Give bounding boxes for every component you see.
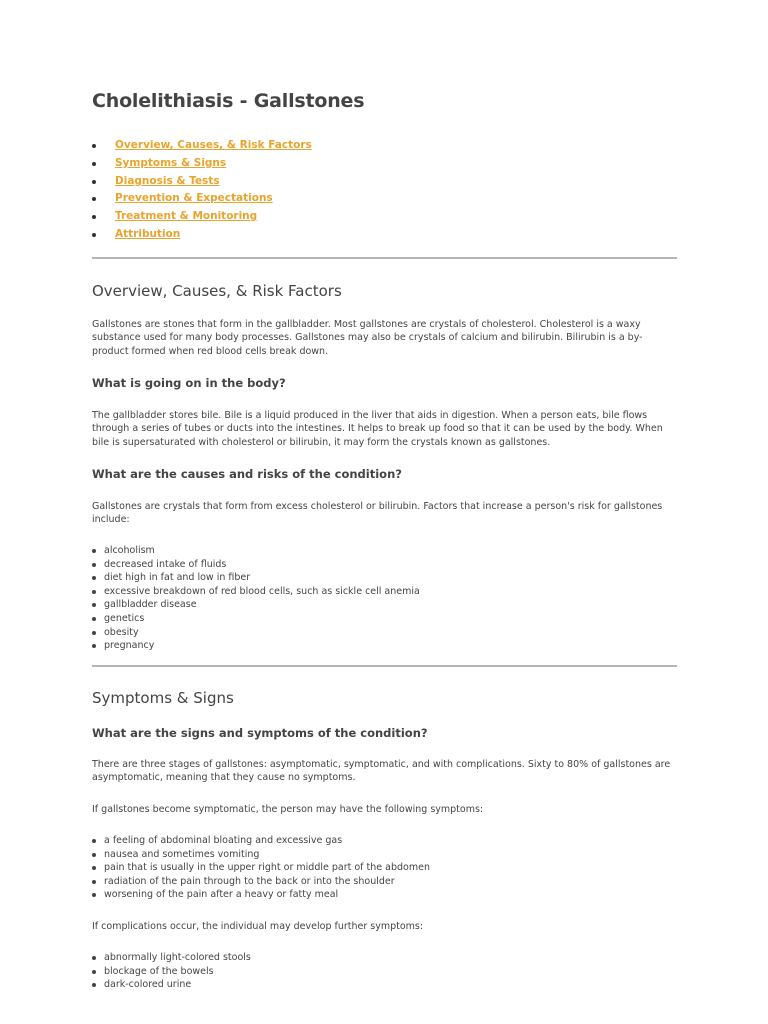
bullet-icon xyxy=(92,603,96,607)
toc-link-attribution[interactable]: Attribution xyxy=(115,227,181,240)
overview-intro-paragraph: Gallstones are stones that form in the gallbladder. Most gallstones are crystals of cholesterol. Cholesterol is a waxy substance used for many body processes. Gallstones may also be crystals of calcium and bilirubin. Bilirubin is a by-product formed when red blood cells break down. xyxy=(92,319,643,357)
toc-item xyxy=(92,226,312,244)
symptom-list xyxy=(92,834,430,902)
section-divider xyxy=(92,257,677,259)
bullet-icon xyxy=(92,215,96,219)
stages-paragraph: There are three stages of gallstones: asymptomatic, symptomatic, and with complications. Sixty to 80% of gallstones are asymptomatic, meaning that they cause no symptoms. xyxy=(92,759,671,784)
subheading-body: What is going on in the body? xyxy=(92,376,286,390)
bullet-icon xyxy=(92,563,96,567)
bullet-icon xyxy=(92,197,96,201)
toc-item xyxy=(92,208,312,226)
toc-item xyxy=(92,173,312,191)
list-item: pregnancy xyxy=(92,639,420,653)
toc-link-symptoms[interactable]: Symptoms & Signs xyxy=(115,156,227,169)
list-item: decreased intake of fluids xyxy=(92,558,420,572)
toc-link-prevention[interactable]: Prevention & Expectations xyxy=(115,192,273,205)
bullet-icon xyxy=(92,983,96,987)
list-item: diet high in fat and low in fiber xyxy=(92,571,420,585)
body-paragraph: The gallbladder stores bile. Bile is a liquid produced in the liver that aids in digestion. When a person eats, bile flows through a series of tubes or ducts into the intestines. It helps to break up food so that it can be used by the body. When bile is supersaturated with cholesterol or bilirubin, it may form the crystals known as gallstones. xyxy=(92,410,663,448)
section-divider xyxy=(92,665,677,667)
bullet-icon xyxy=(92,233,96,237)
list-item: genetics xyxy=(92,612,420,626)
subheading-causes: What are the causes and risks of the condition? xyxy=(92,467,402,481)
list-item: blockage of the bowels xyxy=(92,965,251,979)
bullet-icon xyxy=(92,956,96,960)
subheading-signs: What are the signs and symptoms of the condition? xyxy=(92,726,428,740)
list-item: dark-colored urine xyxy=(92,978,251,992)
list-item: nausea and sometimes vomiting xyxy=(92,848,430,862)
bullet-icon xyxy=(92,839,96,843)
list-item: excessive breakdown of red blood cells, such as sickle cell anemia xyxy=(92,585,420,599)
risk-factor-list xyxy=(92,544,420,653)
toc-item xyxy=(92,137,312,155)
bullet-icon xyxy=(92,853,96,857)
table-of-contents xyxy=(92,137,312,244)
section-heading-overview: Overview, Causes, & Risk Factors xyxy=(92,282,342,300)
bullet-icon xyxy=(92,970,96,974)
bullet-icon xyxy=(92,866,96,870)
list-item: gallbladder disease xyxy=(92,598,420,612)
bullet-icon xyxy=(92,144,96,148)
section-heading-symptoms: Symptoms & Signs xyxy=(92,689,234,707)
page-title: Cholelithiasis - Gallstones xyxy=(92,90,365,112)
bullet-icon xyxy=(92,631,96,635)
complication-list xyxy=(92,951,251,992)
list-item: alcoholism xyxy=(92,544,420,558)
toc-item xyxy=(92,155,312,173)
bullet-icon xyxy=(92,576,96,580)
list-item: pain that is usually in the upper right or middle part of the abdomen xyxy=(92,861,430,875)
bullet-icon xyxy=(92,590,96,594)
toc-link-diagnosis[interactable]: Diagnosis & Tests xyxy=(115,174,220,187)
causes-paragraph: Gallstones are crystals that form from excess cholesterol or bilirubin. Factors that increase a person's risk for gallstones include: xyxy=(92,501,663,526)
list-item: worsening of the pain after a heavy or fatty meal xyxy=(92,888,430,902)
bullet-icon xyxy=(92,880,96,884)
bullet-icon xyxy=(92,162,96,166)
list-item: obesity xyxy=(92,626,420,640)
complications-paragraph: If complications occur, the individual may develop further symptoms: xyxy=(92,921,424,932)
bullet-icon xyxy=(92,644,96,648)
toc-link-overview[interactable]: Overview, Causes, & Risk Factors xyxy=(115,139,312,151)
toc-link-treatment[interactable]: Treatment & Monitoring xyxy=(115,210,258,223)
list-item: a feeling of abdominal bloating and excessive gas xyxy=(92,834,430,848)
bullet-icon xyxy=(92,180,96,184)
list-item: abnormally light-colored stools xyxy=(92,951,251,965)
bullet-icon xyxy=(92,893,96,897)
symptomatic-paragraph: If gallstones become symptomatic, the person may have the following symptoms: xyxy=(92,804,484,815)
list-item: radiation of the pain through to the back or into the shoulder xyxy=(92,875,430,889)
toc-item xyxy=(92,190,312,208)
bullet-icon xyxy=(92,617,96,621)
bullet-icon xyxy=(92,549,96,553)
